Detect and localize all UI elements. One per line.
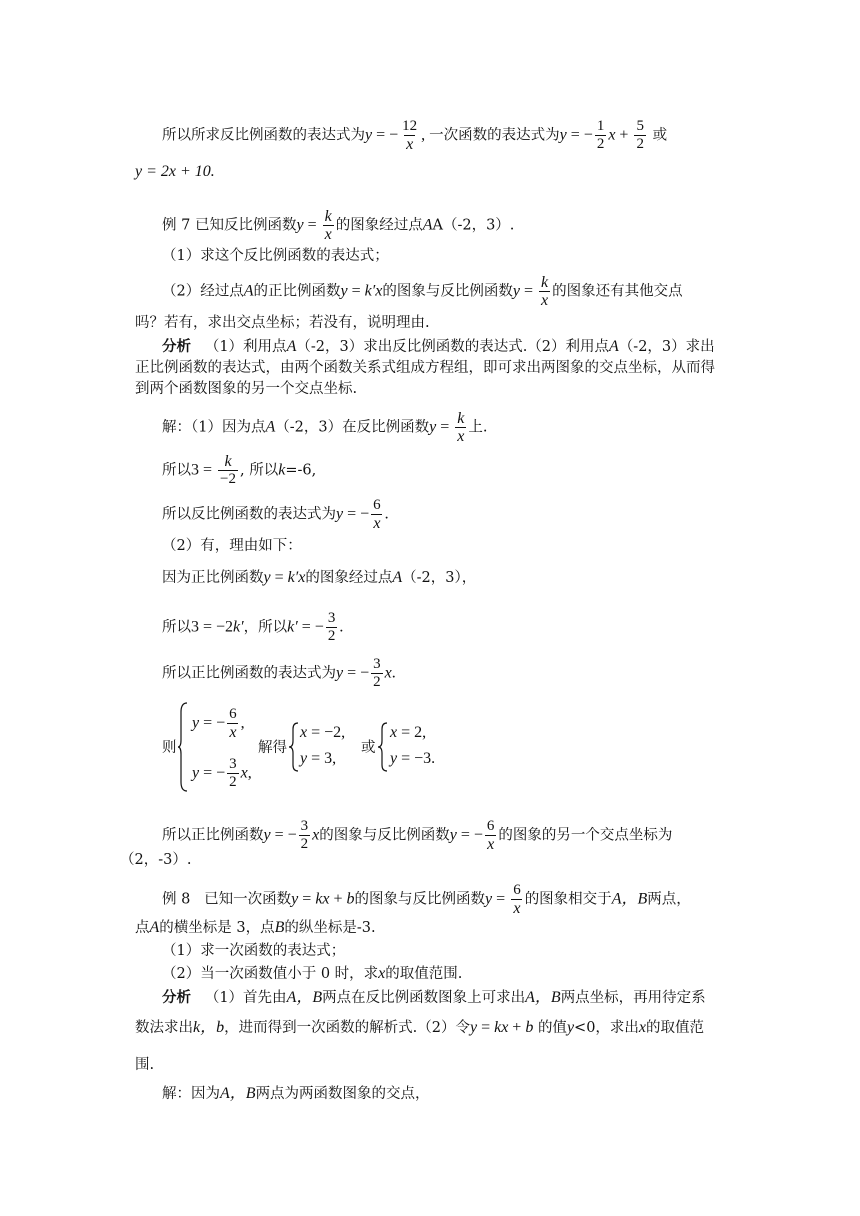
line-answer-6b: y = 2x + 10. [135,163,215,180]
solution-7-line-9: （2，-3）. [120,852,192,868]
example-8-question-2: （2）当一次函数值小于 0 时，求x的取值范围. [162,965,463,982]
solution-7-line-3: 所以反比例函数的表达式为y = − $\frac{6}{x}$ . [162,497,389,532]
solution-8-line-1: 解：因为A，B两点为两函数图象的交点， [162,1085,430,1102]
fraction-1-over-2: $\frac{1}{2}$ [596,118,605,152]
solution-7-line-6: 所以3 = −2k′，所以k′ = − $\frac{3}{2}$ . [162,610,344,644]
solution-7-line-1: 解：（1）因为点A（-2，3）在反比例函数y = $\frac{k}{x}$ 上. [162,410,488,445]
example-7-analysis-2: 正比例函数的表达式，由两个函数关系式组成方程组，即可求出两图象的交点坐标，从而得 [135,360,715,376]
left-brace-icon [178,702,188,792]
example-8-analysis-3: 围. [135,1057,155,1073]
fraction-5-over-2: $\frac{5}{2}$ [636,118,644,152]
solution-7-line-4: （2）有，理由如下： [162,538,302,554]
example-7-heading: 例 7 已知反比例函数y = $\frac{k}{x}$ 的图象经过点AA（-2，3）. [162,208,515,243]
solution-7-line-5: 因为正比例函数y = k′x的图象经过点A（-2，3）， [162,569,477,586]
example-8-heading: 例 8 已知一次函数y = kx + b的图象与反比例函数y = $\frac{6}{x}$ 的图象相交于A，B两点， [162,882,691,917]
left-brace-icon [378,722,388,772]
left-brace-icon [289,722,299,772]
example-7-question-1: （1）求这个反比例函数的表达式； [162,248,389,264]
example-8-analysis-1: 分析 （1）首先由A，B两点在反比例函数图象上可求出A，B两点坐标，再用待定系 [162,989,706,1006]
example-7-analysis-3: 到两个函数图象的另一个交点坐标. [135,381,358,397]
example-7-analysis-1: 分析 （1）利用点A（-2，3）求出反比例函数的表达式.（2）利用点A（-2，3）求出 [162,338,715,355]
example-8-line-2: 点A的横坐标是 3，点B的纵坐标是-3. [135,919,376,936]
solution-7-line-2: 所以3 = $\frac{k}{-2}$ , 所以k=-6, [162,453,317,487]
solution-7-line-8: 所以正比例函数y = − $\frac{3}{2}$ x的图象与反比例函数y = − $\frac{6}{x}$ 的图象的另一个交点坐标为 [162,818,673,853]
equation-system: 则 y = − $\frac{6}{x}$ , y = − $\frac{3}{2}$ x, 解得 x = −2, y = 3, 或 x = 2, y = −3. [160,700,480,795]
example-7-question-2: （2）经过点A的正比例函数y = k′x的图象与反比例函数y = $\frac{k}{x}$ 的图象还有其他交点 [162,274,683,309]
fraction-12-over-x: $\frac{12}{x}$ [402,118,418,153]
solution-7-line-7: 所以正比例函数的表达式为y = − $\frac{3}{2}$ x. [162,656,396,690]
line-answer-6: 所以所求反比例函数的表达式为y = − $\frac{12}{x}$ , 一次函数的表达式为y = − $\frac{1}{2}$ x + $\frac{5}{2}$ 或 [162,118,668,153]
example-8-question-1: （1）求一次函数的表达式； [162,943,346,959]
example-7-question-2b: 吗？若有，求出交点坐标；若没有，说明理由. [135,315,430,331]
example-8-analysis-2: 数法求出k，b，进而得到一次函数的解析式.（2）令y = kx + b 的值y<0，求出x的取值范 [135,1019,705,1036]
